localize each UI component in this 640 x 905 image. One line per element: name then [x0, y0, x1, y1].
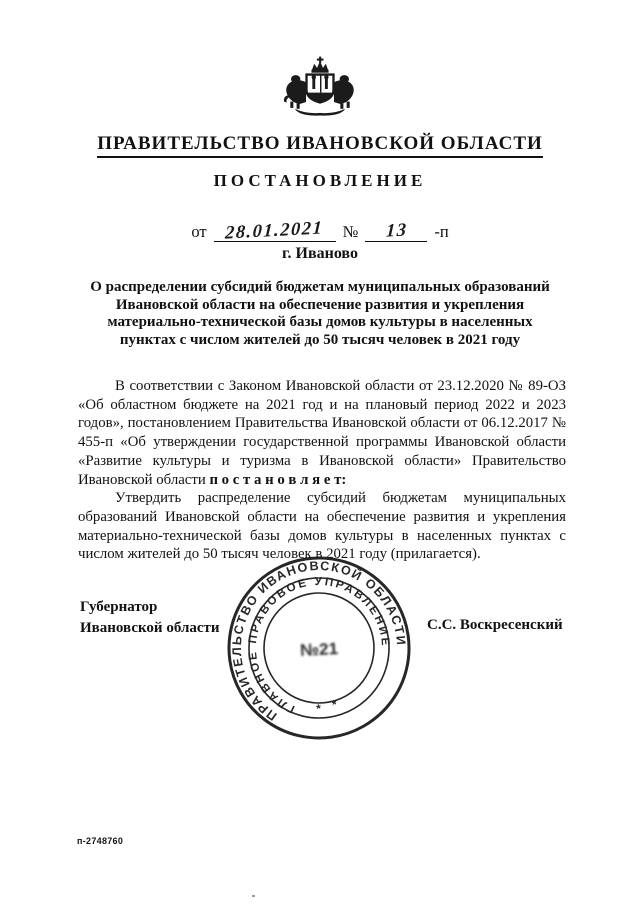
- signature-position: [80, 597, 220, 639]
- body-text: [78, 377, 566, 564]
- stamp-outer-text: ПРАВИТЕЛЬСТВО ИВАНОВСКОЙ ОБЛАСТИ: [229, 558, 409, 724]
- city-line: г. Иваново: [282, 245, 358, 262]
- stamp-inner-text: ГЛАВНОЕ ПРАВОВОЕ УПРАВЛЕНИЕ: [245, 575, 393, 716]
- date-prefix: от: [191, 222, 207, 241]
- org-name-text: ПРАВИТЕЛЬСТВО ИВАНОВСКОЙ ОБЛАСТИ: [97, 133, 543, 158]
- handwritten-number: 13: [385, 220, 408, 242]
- signature-name: С.С. Воскресенский: [427, 617, 563, 633]
- date-number-line: [0, 218, 640, 244]
- stamp-star-right: *: [331, 697, 338, 712]
- number-suffix: -п: [434, 222, 449, 241]
- paragraph-2: Утвердить распределение субсидий бюджетам муниципальных образований Ивановской области на обеспечение развития и укрепления материально-технической базы домов культуры в населенных пунктах с числом жителей до 50 тысяч человек в 2021 году (прилагается).: [78, 490, 566, 563]
- number-underline: [365, 221, 427, 242]
- footer-code: п-2748760: [77, 836, 124, 846]
- doc-type-title: ПОСТАНОВЛЕНИЕ: [213, 171, 427, 190]
- coat-of-arms-icon: [266, 56, 374, 122]
- stamp-center-number: №21: [299, 639, 339, 660]
- paragraph-1: [78, 377, 566, 489]
- paragraph-1-emphasis: п о с т а н о в л я е т:: [209, 471, 347, 488]
- date-underline: [214, 218, 336, 244]
- number-sign: №: [342, 222, 359, 241]
- stamp-star-left: *: [315, 701, 323, 716]
- org-name: [0, 133, 640, 158]
- signature-position-line1: Губернатор: [80, 599, 158, 615]
- approval-stamp: [226, 555, 412, 741]
- paragraph-1-text: В соответствии с Законом Ивановской области от 23.12.2020 № 89-ОЗ «Об областном бюджете на 2021 год и на плановый период 2022 и 2023 годов», постановлением Правительства Ивановской области от 06.12.2017 № 455-п «Об утверждении государственной программы Ивановской области «Развитие культуры и туризма в Ивановской области» Правительство Ивановской области: [78, 378, 566, 488]
- subject-heading: О распределении субсидий бюджетам муниципальных образований Ивановской области на обеспечение развития и укрепления материально-технической базы домов культуры в населенных пунктах с числом жителей до 50 тысяч человек в 2021 году: [90, 279, 550, 348]
- handwritten-date: 28.01.2021: [225, 218, 325, 244]
- scan-artifact: [252, 895, 255, 897]
- signature-position-line2: Ивановской области: [80, 620, 220, 636]
